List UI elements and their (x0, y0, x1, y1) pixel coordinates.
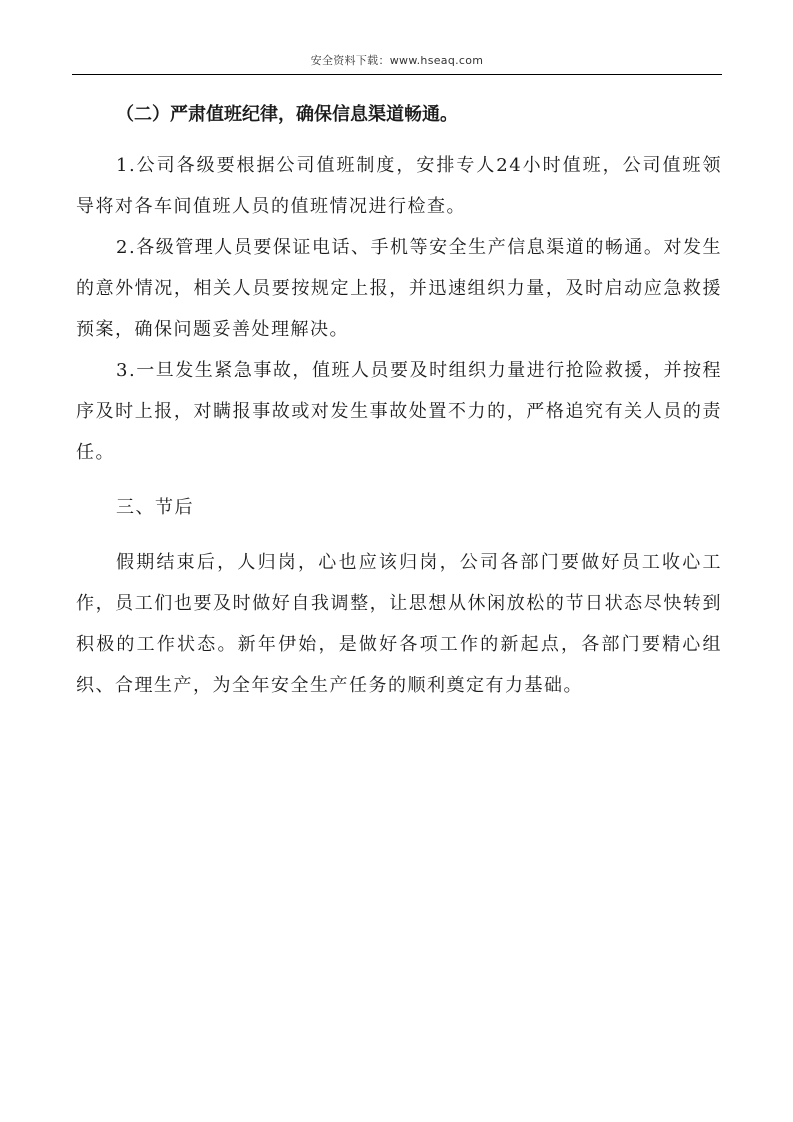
spacer (76, 135, 722, 145)
section-heading-duty-discipline: （二）严肃值班纪律，确保信息渠道畅通。 (116, 104, 458, 125)
page-header: 安全资料下载：www.hseaq.com (310, 54, 484, 67)
document-body (76, 95, 722, 706)
paragraph-item-2: 2.各级管理人员要保证电话、手机等安全生产信息渠道的畅通。对发生的意外情况，相关人员要按规定上报，并迅速组织力量，及时启动应急救援预案，确保问题妥善处理解决。 (76, 237, 722, 340)
spacer (76, 473, 722, 487)
paragraph-item-3: 3.一旦发生紧急事故，值班人员要及时组织力量进行抢险救援，并按程序及时上报，对瞒报事故或对发生事故处置不力的，严格追究有关人员的责任。 (76, 360, 722, 463)
header-divider (72, 74, 722, 75)
spacer (76, 528, 722, 542)
paragraph-after-holiday: 假期结束后，人归岗，心也应该归岗，公司各部门要做好员工收心工作，员工们也要及时做好自我调整，让思想从休闲放松的节日状态尽快转到积极的工作状态。新年伊始，是做好各项工作的新起点，各部门要精心组织、合理生产，为全年安全生产任务的顺利奠定有力基础。 (76, 552, 722, 696)
paragraph-item-1: 1.公司各级要根据公司值班制度，安排专人24小时值班，公司值班领导将对各车间值班人员的值班情况进行检查。 (76, 155, 722, 217)
section-heading-after-holiday: 三、节后 (116, 497, 194, 518)
